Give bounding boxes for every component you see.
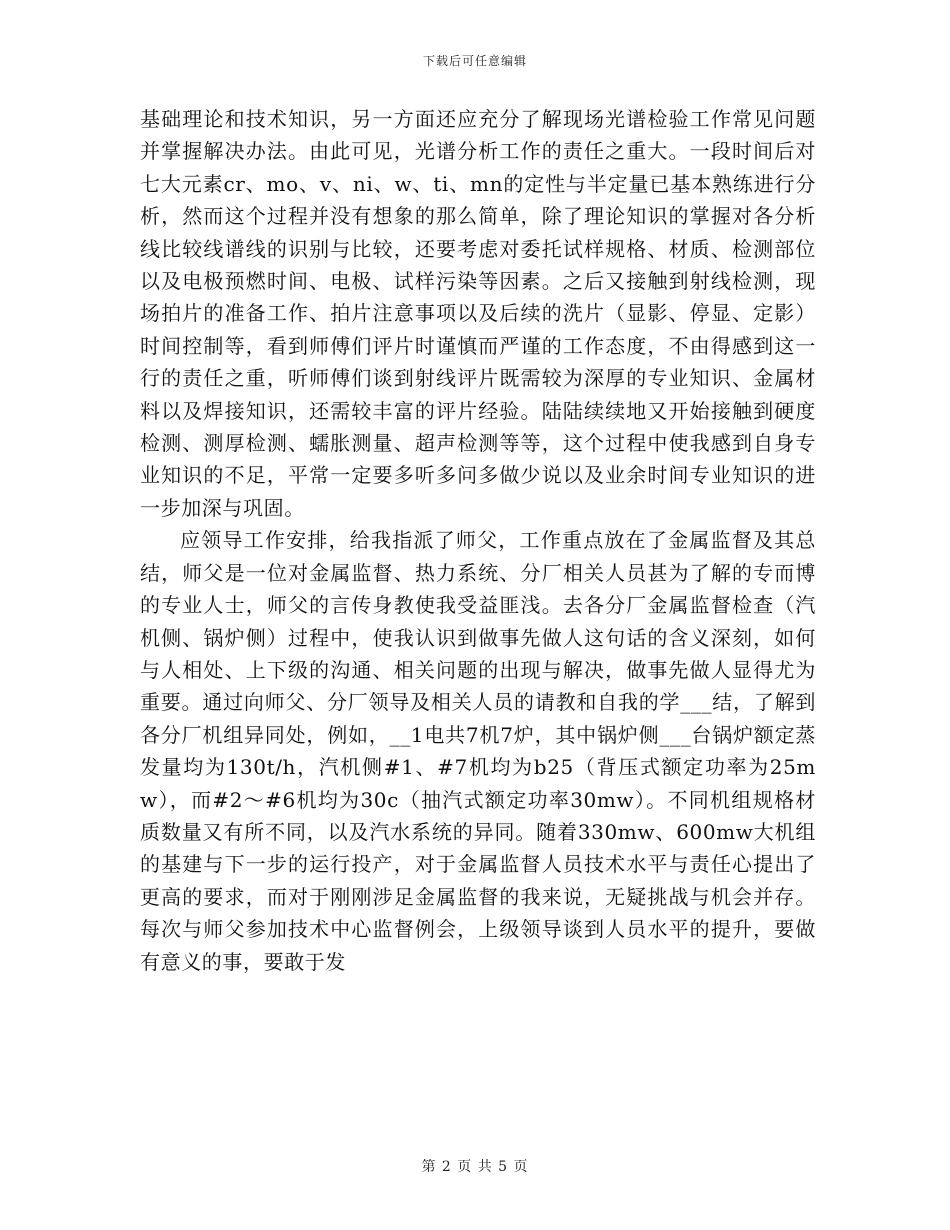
body-paragraph: 应领导工作安排，给我指派了师父，工作重点放在了金属监督及其总结，师父是一位对金属监督、热力系统、分厂相关人员甚为了解的专而博的专业人士，师父的言传身教使我受益匪浅。去各分厂金属监督检查（汽机侧、锅炉侧）过程中，使我认识到做事先做人这句话的含义深刻，如何与人相处、上下级的沟通、相关问题的出现与解决，做事先做人显得尤为重要。通过向师父、分厂领导及相关人员的请教和自我的学___结，了解到各分厂机组异同处，例如，__1电共7机7炉，其中锅炉侧___台锅炉额定蒸发量均为130t/h，汽机侧#1、#7机均为b25（背压式额定功率为25mw），而#2～#6机均为30c（抽汽式额定功率30mw）。不同机组规格材质数量又有所不同，以及汽水系统的异同。随着330mw、600mw大机组的基建与下一步的运行投产，对于金属监督人员技术水平与责任心提出了更高的要求，而对于刚刚涉足金属监督的我来说，无疑挑战与机会并存。每次与师父参加技术中心监督例会，上级领导谈到人员水平的提升，要做有意义的事，要敢于发 [140,528,816,974]
page-number-footer: 第 2 页 共 5 页 [421,1159,529,1175]
body-paragraph-continued: 基础理论和技术知识，另一方面还应充分了解现场光谱检验工作常见问题并掌握解决办法。由此可见，光谱分析工作的责任之重大。一段时间后对七大元素cr、mo、v、ni、w、ti、mn的定性与半定量已基本熟练进行分析，然而这个过程并没有想象的那么简单，除了理论知识的掌握对各分析线比较线谱线的识别与比较，还要考虑对委托试样规格、材质、检测部位以及电极预燃时间、电极、试样污染等因素。之后又接触到射线检测，现场拍片的准备工作、拍片注意事项以及后续的洗片（显影、停显、定影）时间控制等，看到师傅们评片时谨慎而严谨的工作态度，不由得感到这一行的责任之重，听师傅们谈到射线评片既需较为深厚的专业知识、金属材料以及焊接知识，还需较丰富的评片经验。陆陆续续地又开始接触到硬度检测、测厚检测、蠕胀测量、超声检测等等，这个过程中使我感到自身专业知识的不足，平常一定要多听多问多做少说以及业余时间专业知识的进一步加深与巩固。 [140,107,816,520]
page-header: 下载后可任意编辑 [422,54,527,68]
document-body [140,103,816,978]
